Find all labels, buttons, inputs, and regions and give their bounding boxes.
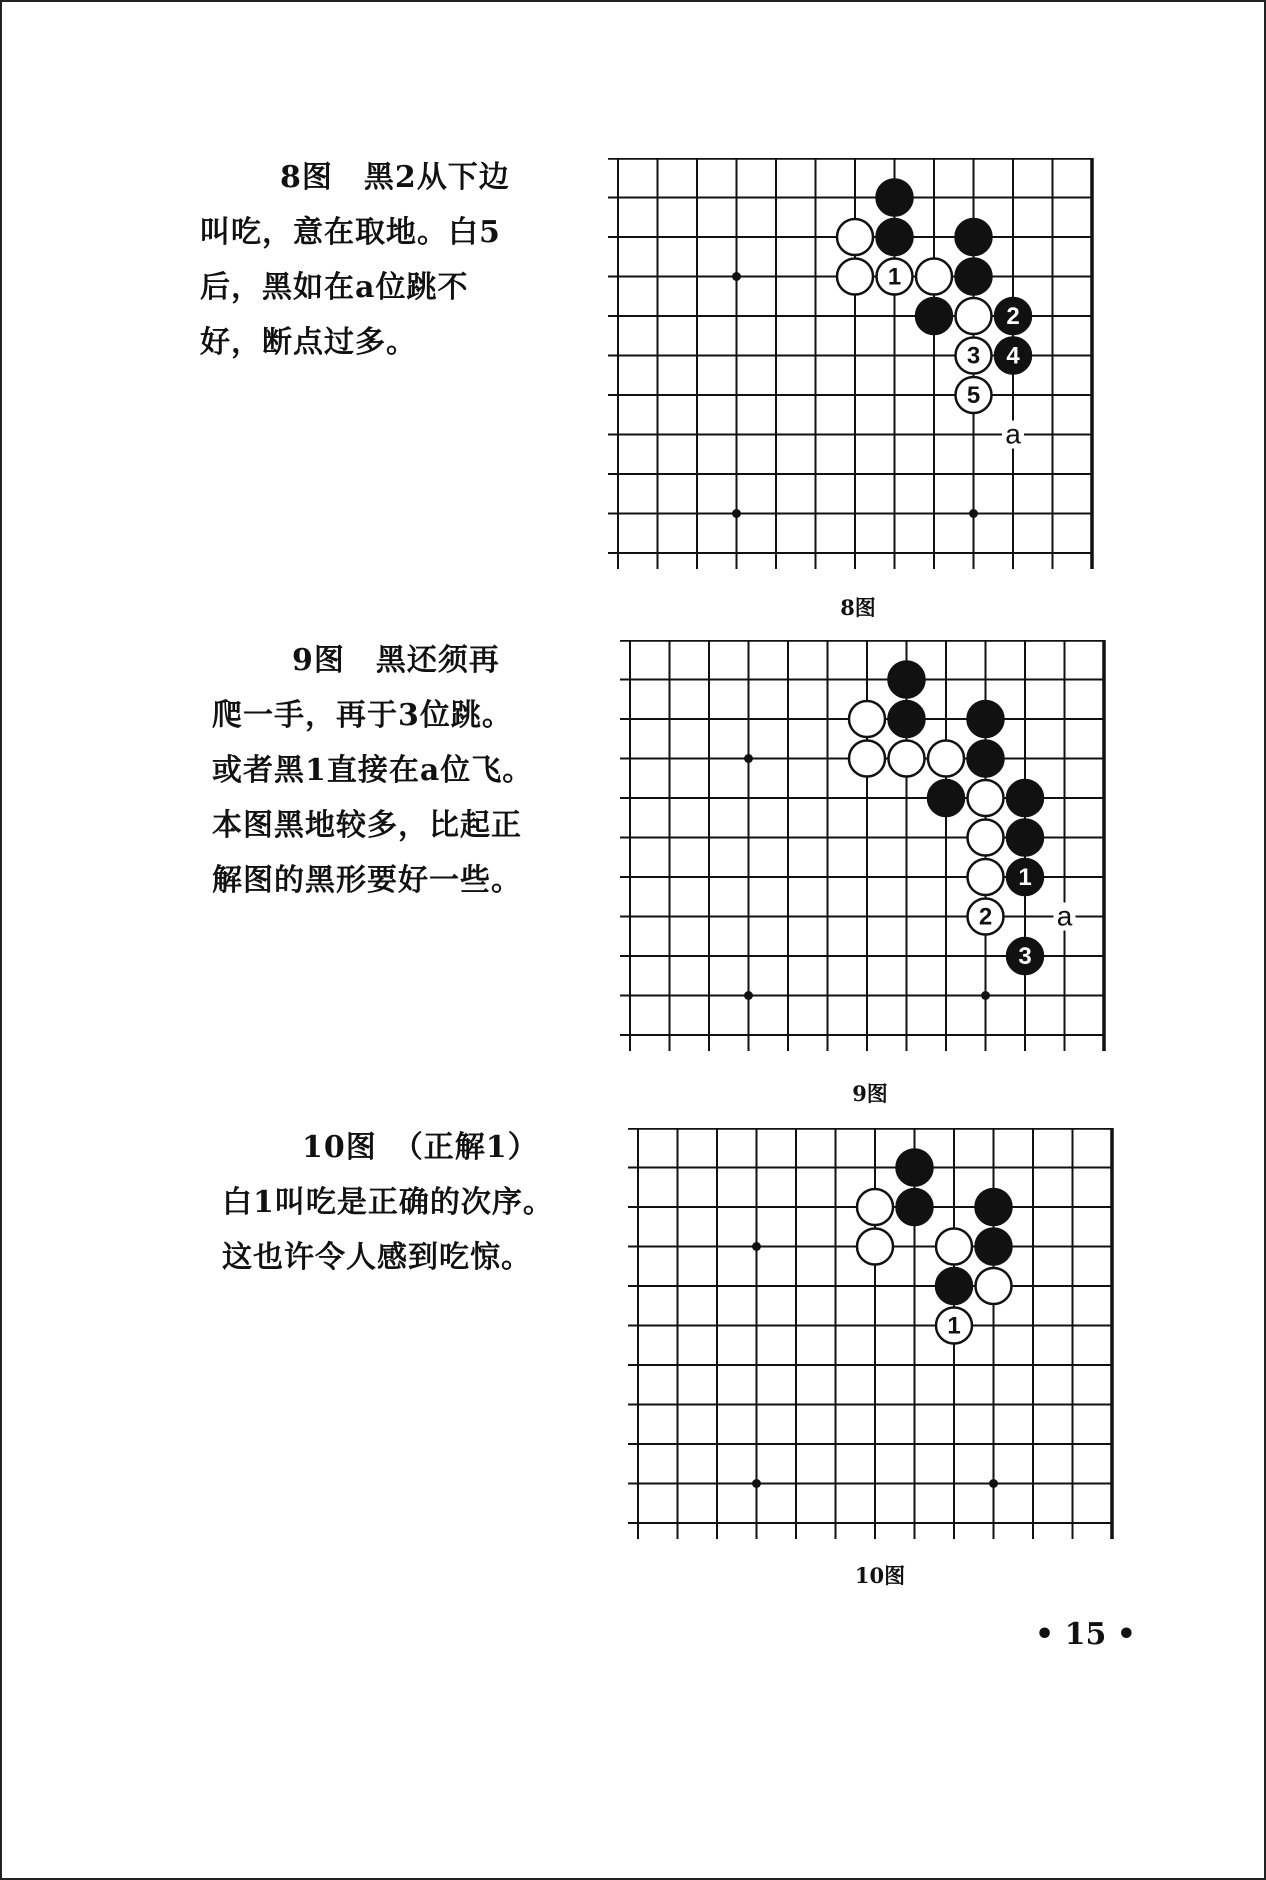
go-board-fig9	[620, 640, 1130, 1060]
fig8-caption: 8图	[840, 595, 876, 620]
black-stone	[877, 180, 913, 216]
fig8-text	[200, 150, 510, 370]
fig10-text-line: 10图 （正解1）	[302, 1130, 539, 1165]
star-point	[744, 991, 753, 1000]
fig9-text-line: 爬一手，再于3位跳。	[212, 698, 513, 733]
stone-move-number: 1	[947, 1312, 961, 1340]
white-stone	[916, 259, 952, 295]
star-point	[969, 509, 978, 518]
black-stone	[877, 219, 913, 255]
black-stone	[995, 338, 1031, 374]
stone-move-number: 3	[966, 342, 981, 370]
white-stone	[877, 259, 913, 295]
stone-move-number: 4	[1006, 342, 1020, 370]
black-stone	[1007, 780, 1043, 816]
black-stone	[968, 701, 1004, 737]
fig9-text-line: 9图 黑还须再	[292, 643, 500, 678]
white-stone	[976, 1268, 1012, 1304]
black-stone	[916, 298, 952, 334]
fig10-text-line: 这也许令人感到吃惊。	[222, 1240, 532, 1275]
black-stone	[936, 1268, 972, 1304]
stone-move-number: 3	[1018, 943, 1032, 970]
star-point	[732, 509, 741, 518]
fig8-text-line: 叫吃，意在取地。白5	[200, 215, 501, 250]
white-stone	[857, 1189, 893, 1225]
star-point	[752, 1479, 761, 1488]
stone-move-number: 1	[1018, 864, 1032, 891]
white-stone	[956, 298, 992, 334]
star-point	[732, 272, 741, 281]
black-stone	[1007, 820, 1043, 856]
star-point	[744, 754, 753, 763]
black-stone	[889, 701, 925, 737]
star-point	[989, 1479, 998, 1488]
black-stone	[956, 219, 992, 255]
board-mark-label: a	[1005, 418, 1021, 450]
fig8-text-line: 后，黑如在a位跳不	[200, 270, 469, 305]
white-stone	[857, 1229, 893, 1265]
black-stone	[968, 741, 1004, 777]
fig10-caption: 10图	[854, 1563, 906, 1588]
black-stone	[928, 780, 964, 816]
stone-move-number: 2	[1006, 303, 1020, 330]
white-stone	[928, 741, 964, 777]
white-stone	[837, 219, 873, 255]
black-stone	[889, 662, 925, 698]
white-stone	[956, 338, 992, 374]
stone-move-number: 5	[966, 382, 981, 409]
white-stone	[968, 820, 1004, 856]
star-point	[981, 991, 990, 1000]
white-stone	[936, 1308, 972, 1344]
go-board-fig8	[608, 158, 1118, 578]
white-stone	[837, 259, 873, 295]
white-stone	[849, 741, 885, 777]
white-stone	[889, 741, 925, 777]
white-stone	[968, 899, 1004, 935]
board-mark-label: a	[1056, 900, 1073, 932]
black-stone	[976, 1189, 1012, 1225]
fig8-text-line: 好，断点过多。	[200, 325, 417, 360]
star-point	[752, 1242, 761, 1251]
black-stone	[995, 298, 1031, 334]
fig9-text	[212, 633, 533, 908]
fig10-text	[222, 1120, 554, 1285]
fig10-text-line: 白1叫吃是正确的次序。	[222, 1185, 554, 1220]
stone-move-number: 2	[978, 903, 993, 931]
black-stone	[897, 1150, 933, 1186]
page-number: • 15 •	[1035, 1617, 1136, 1652]
white-stone	[849, 701, 885, 737]
black-stone	[1007, 859, 1043, 895]
fig8-text-line: 8图 黑2从下边	[280, 160, 510, 195]
white-stone	[936, 1229, 972, 1265]
white-stone	[956, 377, 992, 413]
black-stone	[1007, 938, 1043, 974]
black-stone	[897, 1189, 933, 1225]
fig9-text-line: 本图黑地较多，比起正	[212, 808, 522, 843]
go-board-fig10	[628, 1128, 1138, 1548]
fig9-text-line: 或者黑1直接在a位飞。	[212, 753, 534, 788]
black-stone	[956, 259, 992, 295]
black-stone	[976, 1229, 1012, 1265]
white-stone	[968, 780, 1004, 816]
fig9-text-line: 解图的黑形要好一些。	[212, 863, 522, 898]
fig9-caption: 9图	[852, 1081, 888, 1106]
white-stone	[968, 859, 1004, 895]
stone-move-number: 1	[887, 263, 902, 291]
